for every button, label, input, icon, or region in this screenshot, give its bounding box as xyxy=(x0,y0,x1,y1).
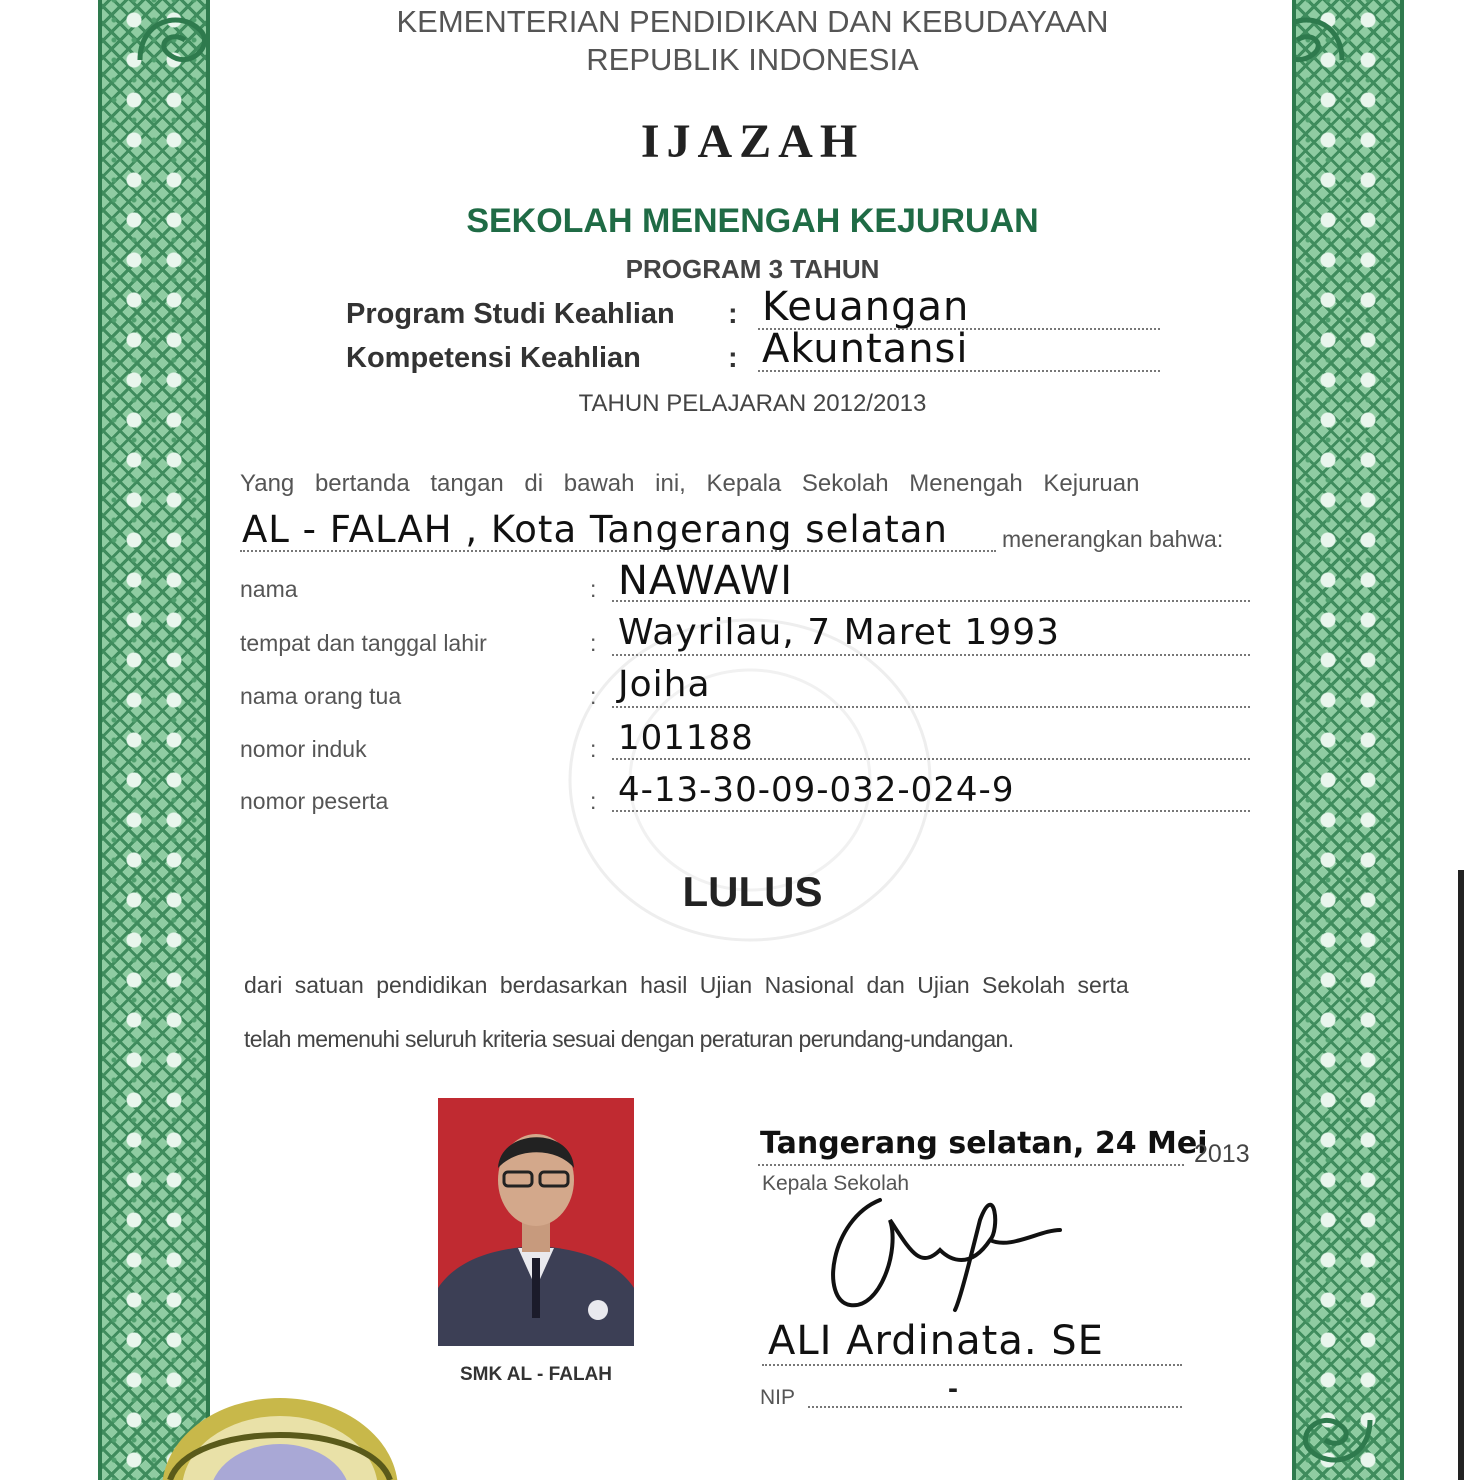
school-name-line xyxy=(240,550,996,552)
principal-name-line xyxy=(762,1364,1182,1366)
page-title: IJAZAH xyxy=(640,115,865,168)
nomor-peserta-value: 4-13-30-09-032-024-9 xyxy=(618,770,1015,810)
ttl-label: tempat dan tanggal lahir xyxy=(240,630,487,656)
photo-caption: SMK AL - FALAH xyxy=(460,1364,612,1385)
school-type-title: SEKOLAH MENENGAH KEJURUAN xyxy=(466,202,1039,240)
program-studi-label: Program Studi Keahlian xyxy=(346,298,675,330)
nama-line xyxy=(612,600,1250,602)
nomor-induk-label: nomor induk xyxy=(240,736,367,762)
orang-tua-label: nama orang tua xyxy=(240,683,402,709)
nomor-peserta-colon: : xyxy=(590,788,597,814)
signature-year: 2013 xyxy=(1194,1140,1250,1168)
handwritten-signature xyxy=(810,1160,1080,1330)
place-date-value: Tangerang selatan, 24 Mei xyxy=(760,1126,1208,1161)
kompetensi-label: Kompetensi Keahlian xyxy=(346,342,641,374)
nip-label: NIP xyxy=(760,1386,796,1409)
student-photo xyxy=(430,1092,642,1392)
academic-year: TAHUN PELAJARAN 2012/2013 xyxy=(578,390,927,417)
intro-text: Yang bertanda tangan di bawah ini, Kepala Sekolah Menengah Kejuruan xyxy=(240,470,1140,497)
statement-line-2: telah memenuhi seluruh kriteria sesuai dengan peraturan perundang-undangan. xyxy=(244,1026,1014,1052)
photo-image xyxy=(438,1098,634,1346)
nomor-induk-colon: : xyxy=(590,736,597,762)
nomor-peserta-line xyxy=(612,810,1250,812)
school-seal xyxy=(150,1380,410,1480)
nomor-induk-line xyxy=(612,758,1250,760)
principal-name: ALI Ardinata. SE xyxy=(768,1318,1104,1364)
result-status: LULUS xyxy=(682,868,823,915)
statement-line-1: dari satuan pendidikan berdasarkan hasil Ujian Nasional dan Ujian Sekolah serta xyxy=(244,972,1129,998)
ttl-value: Wayrilau, 7 Maret 1993 xyxy=(618,612,1061,653)
orang-tua-line xyxy=(612,706,1250,708)
signature-role: Kepala Sekolah xyxy=(762,1172,910,1195)
ministry-line-2: REPUBLIK INDONESIA xyxy=(586,42,919,77)
nip-value: - xyxy=(948,1372,958,1405)
intro-suffix: menerangkan bahwa: xyxy=(1002,526,1224,552)
orang-tua-value: Joiha xyxy=(618,664,711,705)
nama-label: nama xyxy=(240,576,298,602)
orang-tua-colon: : xyxy=(590,683,597,709)
ttl-line xyxy=(612,654,1250,656)
nama-value: NAWAWI xyxy=(618,558,793,604)
school-name-value: AL - FALAH , Kota Tangerang selatan xyxy=(242,508,948,551)
corner-ornament-bottom-right xyxy=(1290,1390,1380,1480)
portrait-figure xyxy=(438,1098,634,1346)
program-studi-colon: : xyxy=(728,298,738,330)
program-duration: PROGRAM 3 TAHUN xyxy=(625,254,880,284)
nomor-peserta-label: nomor peserta xyxy=(240,788,389,814)
scan-edge xyxy=(1458,870,1464,1480)
program-studi-value: Keuangan xyxy=(762,284,970,330)
kompetensi-value: Akuntansi xyxy=(762,326,969,372)
nip-line xyxy=(808,1406,1182,1408)
ministry-line-1: KEMENTERIAN PENDIDIKAN DAN KEBUDAYAAN xyxy=(396,4,1109,39)
nama-colon: : xyxy=(590,576,597,602)
kompetensi-colon: : xyxy=(728,342,738,374)
nomor-induk-value: 101188 xyxy=(618,718,754,758)
kompetensi-line xyxy=(758,370,1160,372)
ttl-colon: : xyxy=(590,630,597,656)
